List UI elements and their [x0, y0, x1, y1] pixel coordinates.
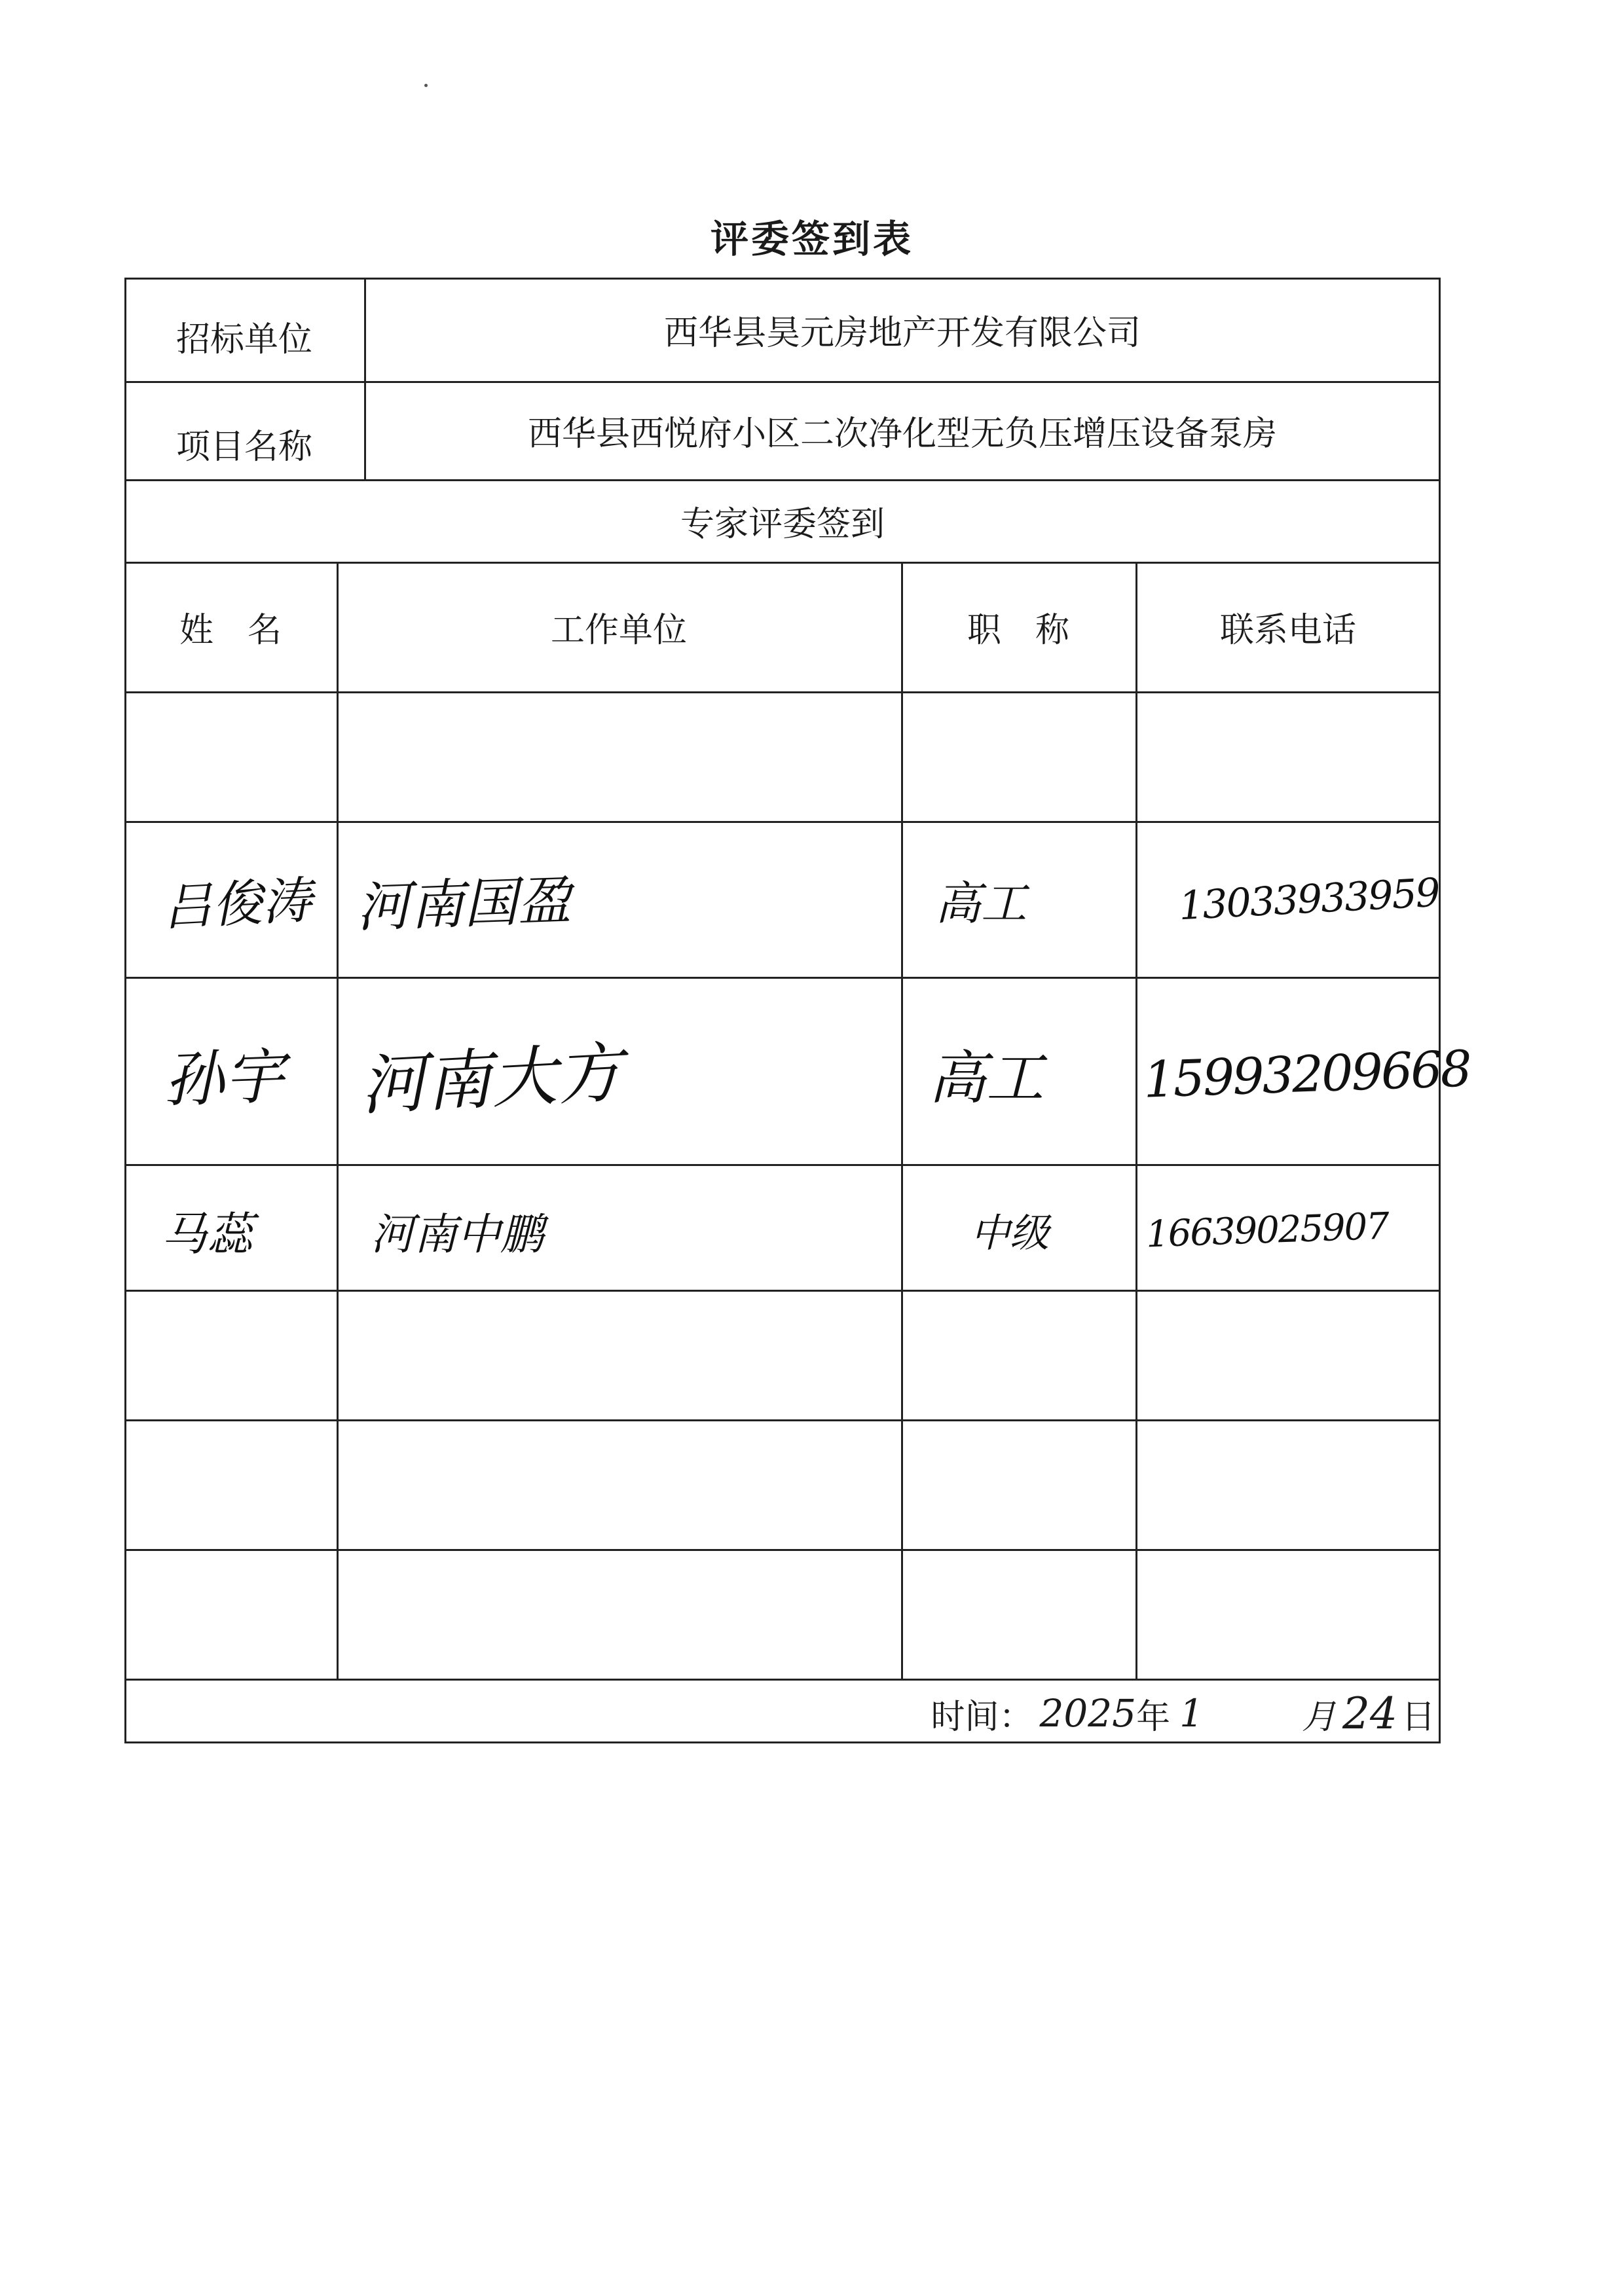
scan-speck — [424, 84, 428, 87]
date-day: 24 — [1342, 1688, 1397, 1739]
header-title: 职 称 — [967, 610, 1069, 650]
table-row-3-phone: 15993209668 — [1142, 1038, 1471, 1109]
header-name: 姓 名 — [179, 610, 282, 650]
table-row-2-phone: 13033933959 — [1177, 869, 1441, 930]
expert-section-header: 专家评委签到 — [680, 504, 885, 544]
header-phone: 联系电话 — [1219, 610, 1356, 650]
table-row-2-title: 高工 — [935, 876, 1027, 930]
table-row-3-unit: 河南大方 — [358, 1034, 625, 1125]
date-month-suffix: 月 — [1301, 1697, 1336, 1737]
sign-in-form — [124, 278, 1471, 1741]
bidder-label: 招标单位 — [175, 319, 312, 359]
table-row-3-title: 高工 — [929, 1044, 1044, 1112]
bidder-value: 西华县昊元房地产开发有限公司 — [663, 313, 1141, 353]
table-row-4-title: 中级 — [970, 1211, 1049, 1256]
table-row-3-name: 孙宇 — [162, 1041, 286, 1116]
table-row-2-unit: 河南国盈 — [355, 869, 572, 939]
time-label: 时间： — [931, 1697, 1033, 1737]
document-title: 评委签到表 — [710, 217, 913, 261]
date-year-suffix: 年 — [1136, 1697, 1171, 1737]
table-row-4-phone: 16639025907 — [1145, 1205, 1389, 1256]
header-work-unit: 工作单位 — [550, 610, 687, 650]
table-row-2-name: 吕俊涛 — [161, 870, 314, 937]
date-month: 1 — [1179, 1691, 1204, 1736]
table-row-4-unit: 河南中鹏 — [371, 1209, 544, 1260]
sign-date — [931, 1684, 1435, 1743]
date-year: 2025 — [1039, 1691, 1137, 1736]
date-day-suffix: 日 — [1401, 1697, 1435, 1737]
project-value: 西华县西悦府小区二次净化型无负压增压设备泵房 — [527, 414, 1277, 454]
table-row-4-name: 马蕊 — [161, 1207, 253, 1261]
project-label: 项目名称 — [175, 427, 312, 467]
